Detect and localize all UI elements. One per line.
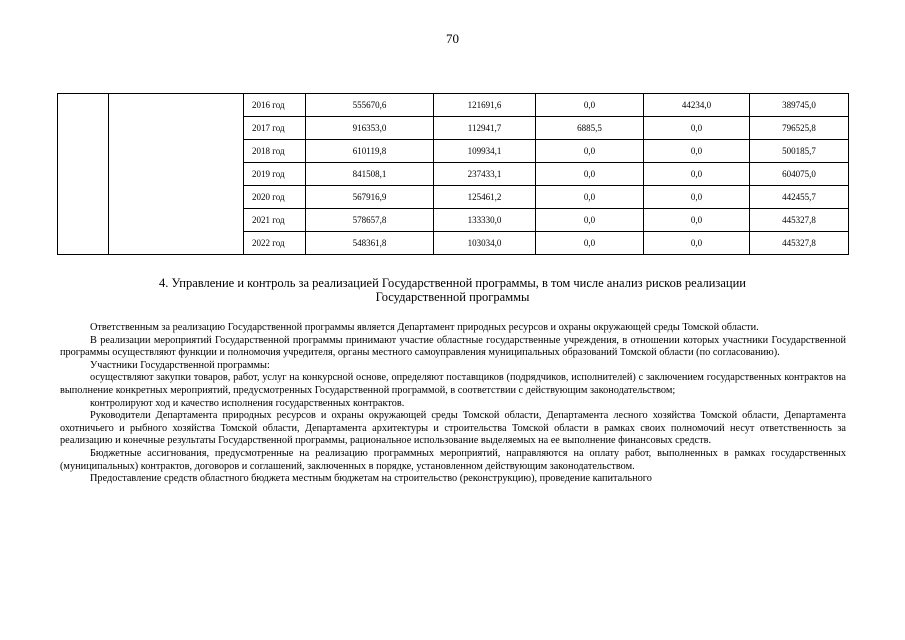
paragraph: Участники Государственной программы:	[90, 359, 270, 371]
value-cell: 112941,7	[434, 117, 536, 140]
value-cell: 500185,7	[750, 140, 849, 163]
value-cell: 796525,8	[750, 117, 849, 140]
paragraph: контролируют ход и качество исполнения государственных контрактов.	[90, 397, 405, 409]
merged-cell-left	[58, 94, 109, 255]
page-number: 70	[446, 31, 459, 46]
paragraph: Предоставление средств областного бюджета местным бюджетам на строительство (реконструкцию), проведение капитального	[90, 473, 652, 485]
year-cell: 2018 год	[244, 140, 306, 163]
value-cell: 103034,0	[434, 232, 536, 255]
paragraph: осуществляют закупки товаров, работ, услуг на конкурсной основе, определяют поставщиков (подрядчиков, исполнителей) с заключением государственных контрактов на выполнение конкретных мероприятий, предусмотренных Государственной программой, в соответствии с действующим законодательством;	[60, 372, 846, 396]
value-cell: 604075,0	[750, 163, 849, 186]
value-cell: 121691,6	[434, 94, 536, 117]
year-cell: 2021 год	[244, 209, 306, 232]
value-cell: 0,0	[536, 140, 644, 163]
value-cell: 578657,8	[306, 209, 434, 232]
value-cell: 567916,9	[306, 186, 434, 209]
section-heading-line-1: 4. Управление и контроль за реализацией Государственной программы, в том числе анализ рисков реализации	[159, 276, 746, 290]
paragraph: Руководители Департамента природных ресурсов и охраны окружающей среды Томской области, Департамента лесного хозяйства Томской области, Департамента охотничьего и рыбного хозяйства Томской области, Департамента архитектуры и строительства Томской области в рамках своих полномочий несут ответственность за реализацию и конечные результаты Государственной программы, рациональное использование выделяемых на ее выполнение финансовых средств.	[60, 410, 846, 447]
value-cell: 0,0	[536, 94, 644, 117]
value-cell: 0,0	[644, 140, 750, 163]
body-text	[60, 322, 846, 486]
year-cell: 2020 год	[244, 186, 306, 209]
year-cell: 2016 год	[244, 94, 306, 117]
value-cell: 0,0	[644, 163, 750, 186]
year-cell: 2017 год	[244, 117, 306, 140]
value-cell: 916353,0	[306, 117, 434, 140]
value-cell: 548361,8	[306, 232, 434, 255]
value-cell: 0,0	[644, 232, 750, 255]
value-cell: 0,0	[644, 117, 750, 140]
value-cell: 442455,7	[750, 186, 849, 209]
value-cell: 389745,0	[750, 94, 849, 117]
value-cell: 841508,1	[306, 163, 434, 186]
value-cell: 0,0	[536, 232, 644, 255]
value-cell: 125461,2	[434, 186, 536, 209]
value-cell: 0,0	[536, 163, 644, 186]
paragraph: Ответственным за реализацию Государственной программы является Департамент природных ресурсов и охраны окружающей среды Томской области.	[90, 322, 759, 333]
year-cell: 2022 год	[244, 232, 306, 255]
value-cell: 445327,8	[750, 209, 849, 232]
value-cell: 0,0	[644, 186, 750, 209]
year-cell: 2019 год	[244, 163, 306, 186]
value-cell: 445327,8	[750, 232, 849, 255]
budget-table	[57, 93, 849, 255]
value-cell: 109934,1	[434, 140, 536, 163]
value-cell: 6885,5	[536, 117, 644, 140]
paragraph: В реализации мероприятий Государственной программы принимают участие областные государственные учреждения, в отношении которых участники Государственной программы осуществляют функции и полномочия учредителя, органы местного самоуправления муниципальных образований Томской области (по согласованию).	[60, 334, 846, 359]
merged-cell-right	[109, 94, 244, 255]
section-heading	[60, 276, 845, 304]
value-cell: 133330,0	[434, 209, 536, 232]
value-cell: 44234,0	[644, 94, 750, 117]
value-cell: 0,0	[536, 186, 644, 209]
value-cell: 237433,1	[434, 163, 536, 186]
section-heading-line-2: Государственной программы	[375, 290, 530, 304]
paragraph: Бюджетные ассигнования, предусмотренные на реализацию программных мероприятий, направляются на оплату работ, выполненных в рамках государственных (муниципальных) контрактов, договоров и соглашений, заключенных в порядке, установленном действующим законодательством.	[60, 447, 846, 472]
table-row	[58, 94, 849, 117]
value-cell: 0,0	[644, 209, 750, 232]
value-cell: 610119,8	[306, 140, 434, 163]
value-cell: 0,0	[536, 209, 644, 232]
value-cell: 555670,6	[306, 94, 434, 117]
